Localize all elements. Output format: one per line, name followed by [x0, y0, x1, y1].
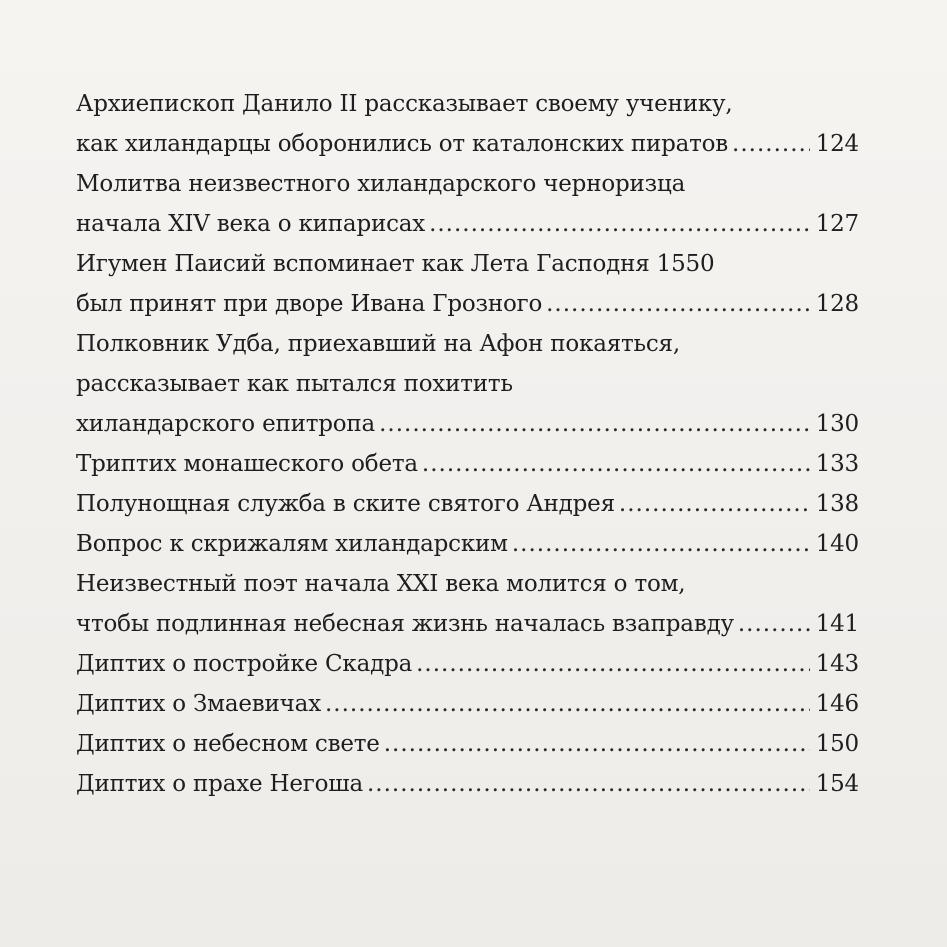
table-of-contents	[76, 84, 859, 804]
toc-entry-last-line	[76, 684, 859, 724]
dot-leader	[379, 404, 810, 444]
toc-page-number: 146	[815, 691, 859, 717]
toc-page-number: 143	[815, 651, 859, 677]
toc-entry	[76, 724, 859, 764]
toc-entry-last-line	[76, 284, 859, 324]
toc-entry	[76, 564, 859, 644]
toc-page-number: 133	[815, 451, 859, 477]
toc-entry-title-line: Полковник Удба, приехавший на Афон покаяться,	[76, 331, 680, 357]
toc-entry	[76, 644, 859, 684]
toc-entry	[76, 684, 859, 724]
toc-entry-title-line: хиландарского епитропа	[76, 411, 376, 437]
dot-leader	[429, 204, 810, 244]
toc-entry-last-line	[76, 404, 859, 444]
toc-page-number: 138	[815, 491, 859, 517]
toc-page-number: 154	[815, 771, 859, 797]
toc-entry-title-line: Диптих о небесном свете	[76, 731, 380, 757]
toc-entry-last-line	[76, 764, 859, 804]
toc-entry-last-line	[76, 644, 859, 684]
dot-leader	[325, 684, 810, 724]
toc-page-number: 128	[815, 291, 859, 317]
toc-entry-title-line: рассказывает как пытался похитить	[76, 371, 513, 397]
dot-leader	[416, 644, 810, 684]
toc-entry-title-line: Архиепископ Данило II рассказывает своему ученику,	[76, 91, 733, 117]
toc-entry-title-line: Диптих о постройке Скадра	[76, 651, 413, 677]
toc-entry-last-line	[76, 204, 859, 244]
toc-entry	[76, 524, 859, 564]
dot-leader	[422, 444, 810, 484]
toc-page-number: 124	[815, 131, 859, 157]
dot-leader	[732, 124, 810, 164]
toc-entry-last-line	[76, 524, 859, 564]
toc-page-number: 127	[815, 211, 859, 237]
toc-entry-title-line: Неизвестный поэт начала XXI века молится о том,	[76, 571, 686, 597]
toc-entry-title-line: Триптих монашеского обета	[76, 451, 418, 477]
toc-entry-last-line	[76, 724, 859, 764]
toc-entry-title-line: был принят при дворе Ивана Грозного	[76, 291, 543, 317]
dot-leader	[619, 484, 810, 524]
dot-leader	[367, 764, 810, 804]
dot-leader	[512, 524, 810, 564]
toc-entry-title-line: чтобы подлинная небесная жизнь началась взаправду	[76, 611, 734, 637]
toc-entry-last-line	[76, 484, 859, 524]
toc-entry	[76, 244, 859, 324]
toc-entry	[76, 444, 859, 484]
toc-entry	[76, 764, 859, 804]
toc-entry-title-line: Молитва неизвестного хиландарского черноризца	[76, 171, 686, 197]
toc-entry	[76, 164, 859, 244]
toc-entry	[76, 84, 859, 164]
dot-leader	[546, 284, 810, 324]
toc-entry-title-line: Диптих о Змаевичах	[76, 691, 321, 717]
toc-entry-title-line: как хиландарцы оборонились от каталонских пиратов	[76, 131, 729, 157]
toc-entry-title-line: Игумен Паисий вспоминает как Лета Гасподня 1550	[76, 251, 715, 277]
toc-entry-last-line	[76, 124, 859, 164]
dot-leader	[738, 604, 810, 644]
toc-entry	[76, 324, 859, 444]
toc-entry-title-line: Полунощная служба в ските святого Андрея	[76, 491, 615, 517]
toc-page-number: 140	[815, 531, 859, 557]
toc-entry-title-line: Вопрос к скрижалям хиландарским	[76, 531, 508, 557]
toc-entry-last-line	[76, 444, 859, 484]
toc-entry-last-line	[76, 604, 859, 644]
toc-page-number: 130	[815, 411, 859, 437]
toc-entry-title-line: Диптих о прахе Негоша	[76, 771, 363, 797]
toc-entry-title-line: начала XIV века о кипарисах	[76, 211, 426, 237]
toc-page-number: 141	[815, 611, 859, 637]
dot-leader	[384, 724, 810, 764]
toc-entry	[76, 484, 859, 524]
toc-page-number: 150	[815, 731, 859, 757]
